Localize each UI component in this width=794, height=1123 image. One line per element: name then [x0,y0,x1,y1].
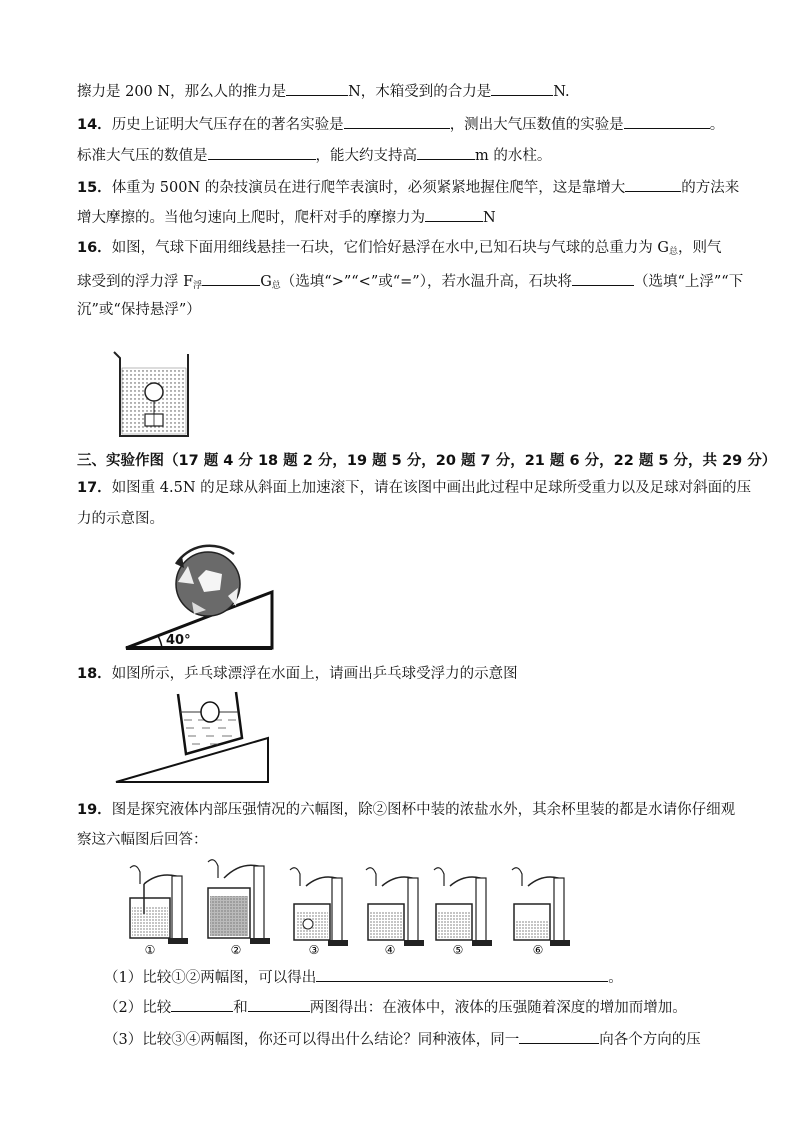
answer-blank[interactable] [202,270,260,286]
answer-blank[interactable] [519,1028,599,1044]
section-3-heading: 三、实验作图（17 题 4 分 18 题 2 分，19 题 5 分，20 题 7 分，21 题 6 分，22 题 5 分，共 29 分） [77,453,777,469]
apparatus-3 [290,868,348,946]
question-17-line-2: 力的示意图。 [77,511,164,527]
six-pressure-gauge-figures [118,856,588,958]
question-18: 18．如图所示，乒乓球漂浮在水面上，请画出乒乓球受浮力的示意图 [77,666,518,682]
apparatus-2 [208,860,270,944]
question-19-part-2: （2）比较 和 两图得出：在液体中，液体的压强随着深度的增加而增加。 [104,996,687,1018]
q13-continued-line: 擦力是 200 N，那么人的推力是 N，木箱受到的合力是 N. [77,80,570,102]
figure-label-2: ② [230,943,242,957]
pingpong-ball-icon [201,702,219,722]
question-15: 15．体重为 500N 的杂技演员在进行爬竿表演时，必须紧紧地握住爬竿，这是靠增大 的方法来 [77,176,739,198]
answer-blank[interactable] [316,966,608,982]
figure-label-3: ③ [308,943,320,957]
figure-label-6: ⑥ [532,943,544,957]
incline-soccer-ball-figure [122,540,282,652]
question-16: 16．如图，气球下面用细线悬挂一石块，它们恰好悬浮在水中,已知石块与气球的总重力为 $G_总$，则气 [77,240,722,257]
question-14-line-2: 标准大气压的数值是 ，能大约支持高 m 的水柱。 [77,144,551,166]
question-16-line-2: 球受到的浮力浮 $F_浮$ $G_总$（选填“>”“<”或“=”），若水温升高，石块将 （选填“上浮”“下 [77,270,743,296]
answer-blank[interactable] [624,113,710,129]
figure-label-4: ④ [384,943,396,957]
answer-blank[interactable] [344,113,450,129]
beaker-balloon-figure [110,350,195,440]
answer-blank[interactable] [171,996,233,1012]
question-19-part-1: （1）比较①②两幅图，可以得出 。 [104,966,623,988]
answer-blank[interactable] [625,176,681,192]
answer-blank[interactable] [286,80,348,96]
question-19: 19．图是探究液体内部压强情况的六幅图，除②图杯中装的浓盐水外，其余杯里装的都是水请你仔细观 [77,802,736,818]
apparatus-6 [512,868,570,946]
incline-cup-pingpong-figure [114,688,274,784]
question-19-part-3: （3）比较③④两幅图，你还可以得出什么结论？同种液体，同一 向各个方向的压 [104,1028,701,1050]
apparatus-5 [434,868,492,946]
answer-blank[interactable] [248,996,310,1012]
answer-blank[interactable] [425,206,483,222]
question-16-line-3: 沉”或“保持悬浮”） [77,302,201,318]
angle-label: 40° [166,633,191,648]
answer-blank[interactable] [417,144,475,160]
question-15-line-2: 增大摩擦的。当他匀速向上爬时，爬杆对手的摩擦力为 N [77,206,496,228]
answer-blank[interactable] [572,270,634,286]
apparatus-4 [366,868,424,946]
question-19-line-2: 察这六幅图后回答： [77,832,208,848]
apparatus-1 [130,866,188,944]
answer-blank[interactable] [491,80,553,96]
question-14: 14．历史上证明大气压存在的著名实验是 ，测出大气压数值的实验是 。 [77,113,724,135]
answer-blank[interactable] [208,144,316,160]
figure-label-1: ① [144,943,156,957]
figure-label-5: ⑤ [452,943,464,957]
question-17: 17．如图重 4.5N 的足球从斜面上加速滚下，请在该图中画出此过程中足球所受重力以及足球对斜面的压 [77,480,752,496]
